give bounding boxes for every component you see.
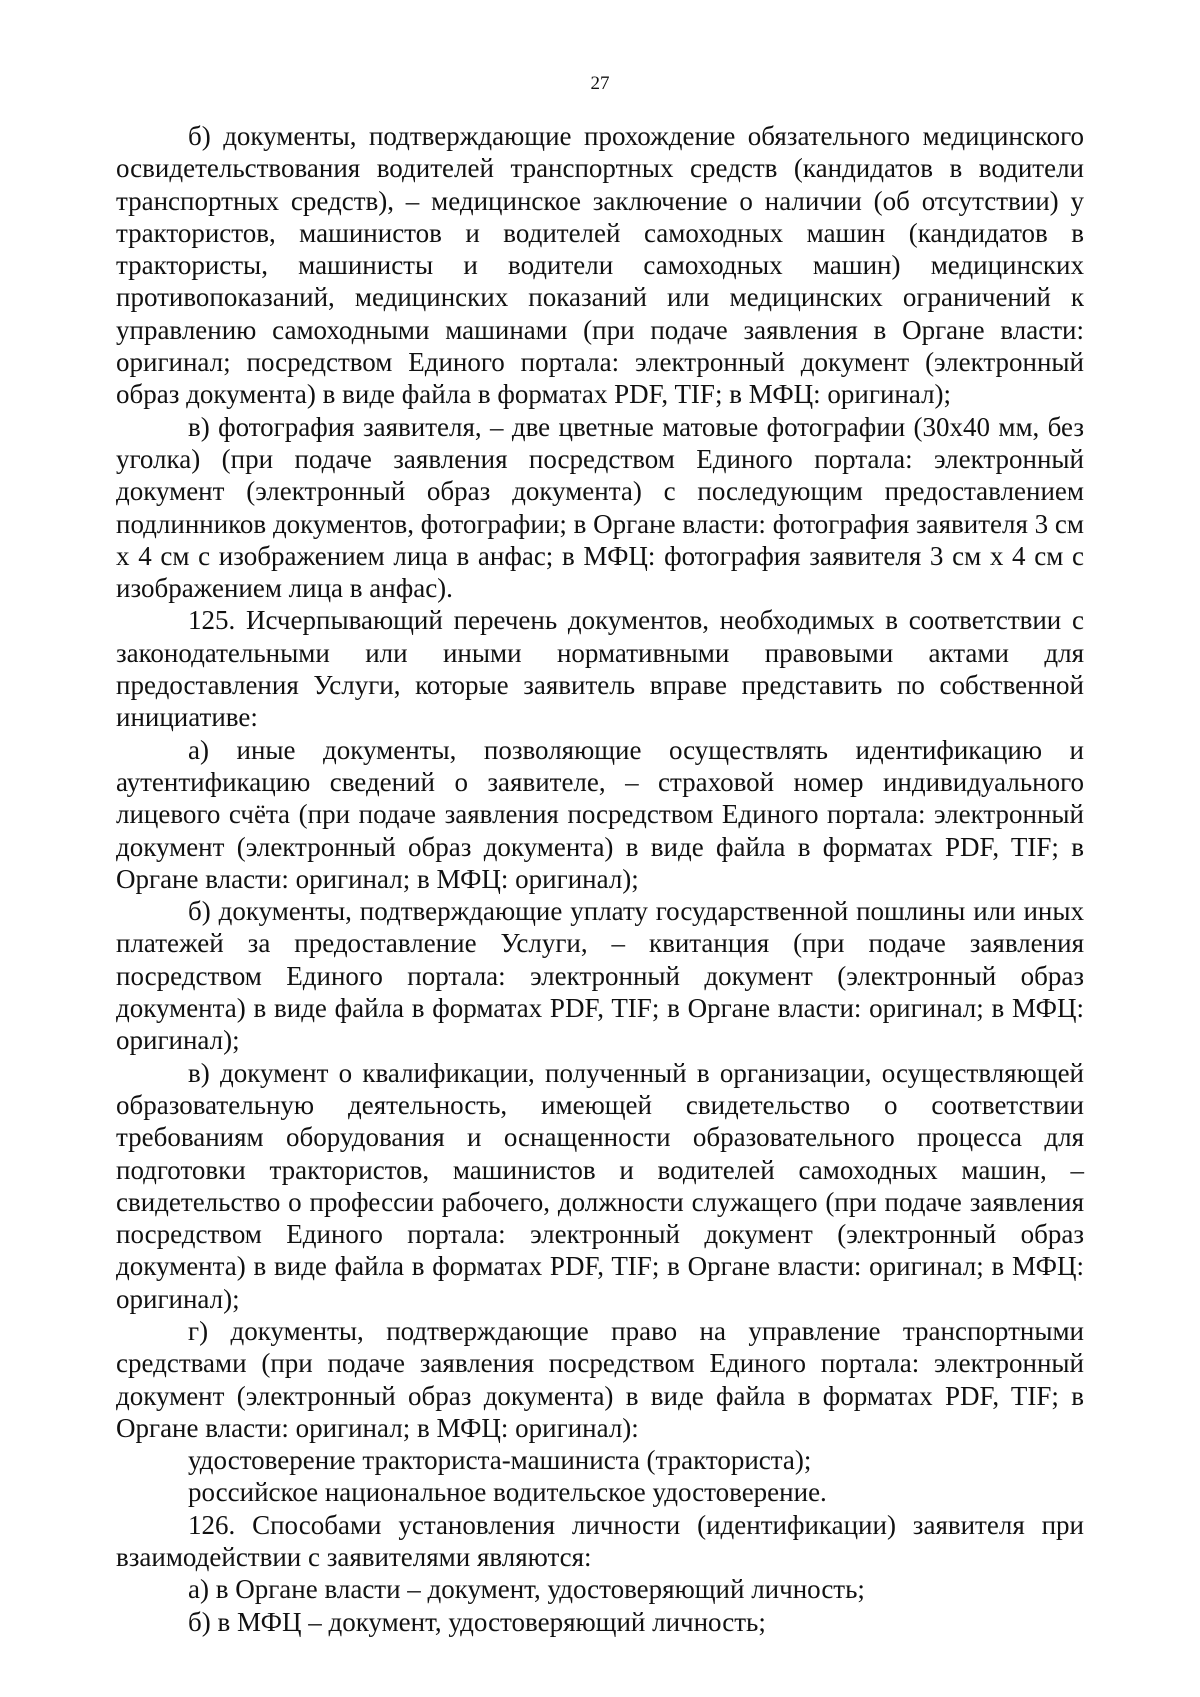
paragraph-b-payment-docs: б) документы, подтверждающие уплату государственной пошлины или иных платежей за предоставление Услуги, – квитанция (при подаче заявления посредством Единого портала: электронный документ (электронный образ документа) в виде файла в форматах PDF, TIF; в Органе власти: оригинал; в МФЦ: оригинал); bbox=[116, 896, 1084, 1056]
list-item-tractor-license: удостоверение тракториста-машиниста (тракториста); bbox=[188, 1445, 812, 1476]
list-item-driver-license: российское национальное водительское удостоверение. bbox=[188, 1477, 827, 1508]
document-body bbox=[116, 120, 1084, 1638]
paragraph-a-authority-id: а) в Органе власти – документ, удостоверяющий личность; bbox=[188, 1574, 865, 1605]
paragraph-b-mfc-id: б) в МФЦ – документ, удостоверяющий личность; bbox=[188, 1606, 766, 1637]
page-number: 27 bbox=[590, 73, 610, 94]
paragraph-v-qualification: в) документ о квалификации, полученный в организации, осуществляющей образовательную деятельность, имеющей свидетельство о соответствии требованиям оборудования и оснащенности образовательного процесса для подготовки трактористов, машинистов и водителей самоходных машин, – свидетельство о профессии рабочего, должности служащего (при подаче заявления посредством Единого портала: электронный документ (электронный образ документа) в виде файла в форматах PDF, TIF; в Органе власти: оригинал; в МФЦ: оригинал); bbox=[116, 1057, 1084, 1314]
paragraph-g-driving-rights: г) документы, подтверждающие право на управление транспортными средствами (при подаче заявления посредством Единого портала: электронный документ (электронный образ документа) в виде файла в форматах PDF, TIF; в Органе власти: оригинал; в МФЦ: оригинал): bbox=[116, 1315, 1084, 1443]
paragraph-126: 126. Способами установления личности (идентификации) заявителя при взаимодействии с заявителями являются: bbox=[116, 1509, 1084, 1573]
paragraph-v-photo: в) фотография заявителя, – две цветные матовые фотографии (30х40 мм, без уголка) (при подаче заявления посредством Единого портала: электронный документ (электронный образ документа) с последующим предоставлением подлинников документов, фотографии; в Органе власти: фотография заявителя 3 см х 4 см с изображением лица в анфас; в МФЦ: фотография заявителя 3 см х 4 см с изображением лица в анфас). bbox=[116, 411, 1084, 604]
paragraph-a-other-docs: а) иные документы, позволяющие осуществлять идентификацию и аутентификацию сведений о заявителе, – страховой номер индивидуального лицевого счёта (при подаче заявления посредством Единого портала: электронный документ (электронный образ документа) в виде файла в форматах PDF, TIF; в Органе власти: оригинал; в МФЦ: оригинал); bbox=[116, 734, 1084, 894]
paragraph-125: 125. Исчерпывающий перечень документов, необходимых в соответствии с законодательными или иными нормативными правовыми актами для предоставления Услуги, которые заявитель вправе представить по собственной инициативе: bbox=[116, 605, 1084, 733]
paragraph-b-medical-docs: б) документы, подтверждающие прохождение обязательного медицинского освидетельствования водителей транспортных средств (кандидатов в водители транспортных средств), – медицинское заключение о наличии (об отсутствии) у трактористов, машинистов и водителей самоходных машин (кандидатов в трактористы, машинисты и водители самоходных машин) медицинских противопоказаний, медицинских показаний или медицинских ограничений к управлению самоходными машинами (при подаче заявления в Органе власти: оригинал; посредством Единого портала: электронный документ (электронный образ документа) в виде файла в форматах PDF, TIF; в МФЦ: оригинал); bbox=[116, 121, 1084, 410]
